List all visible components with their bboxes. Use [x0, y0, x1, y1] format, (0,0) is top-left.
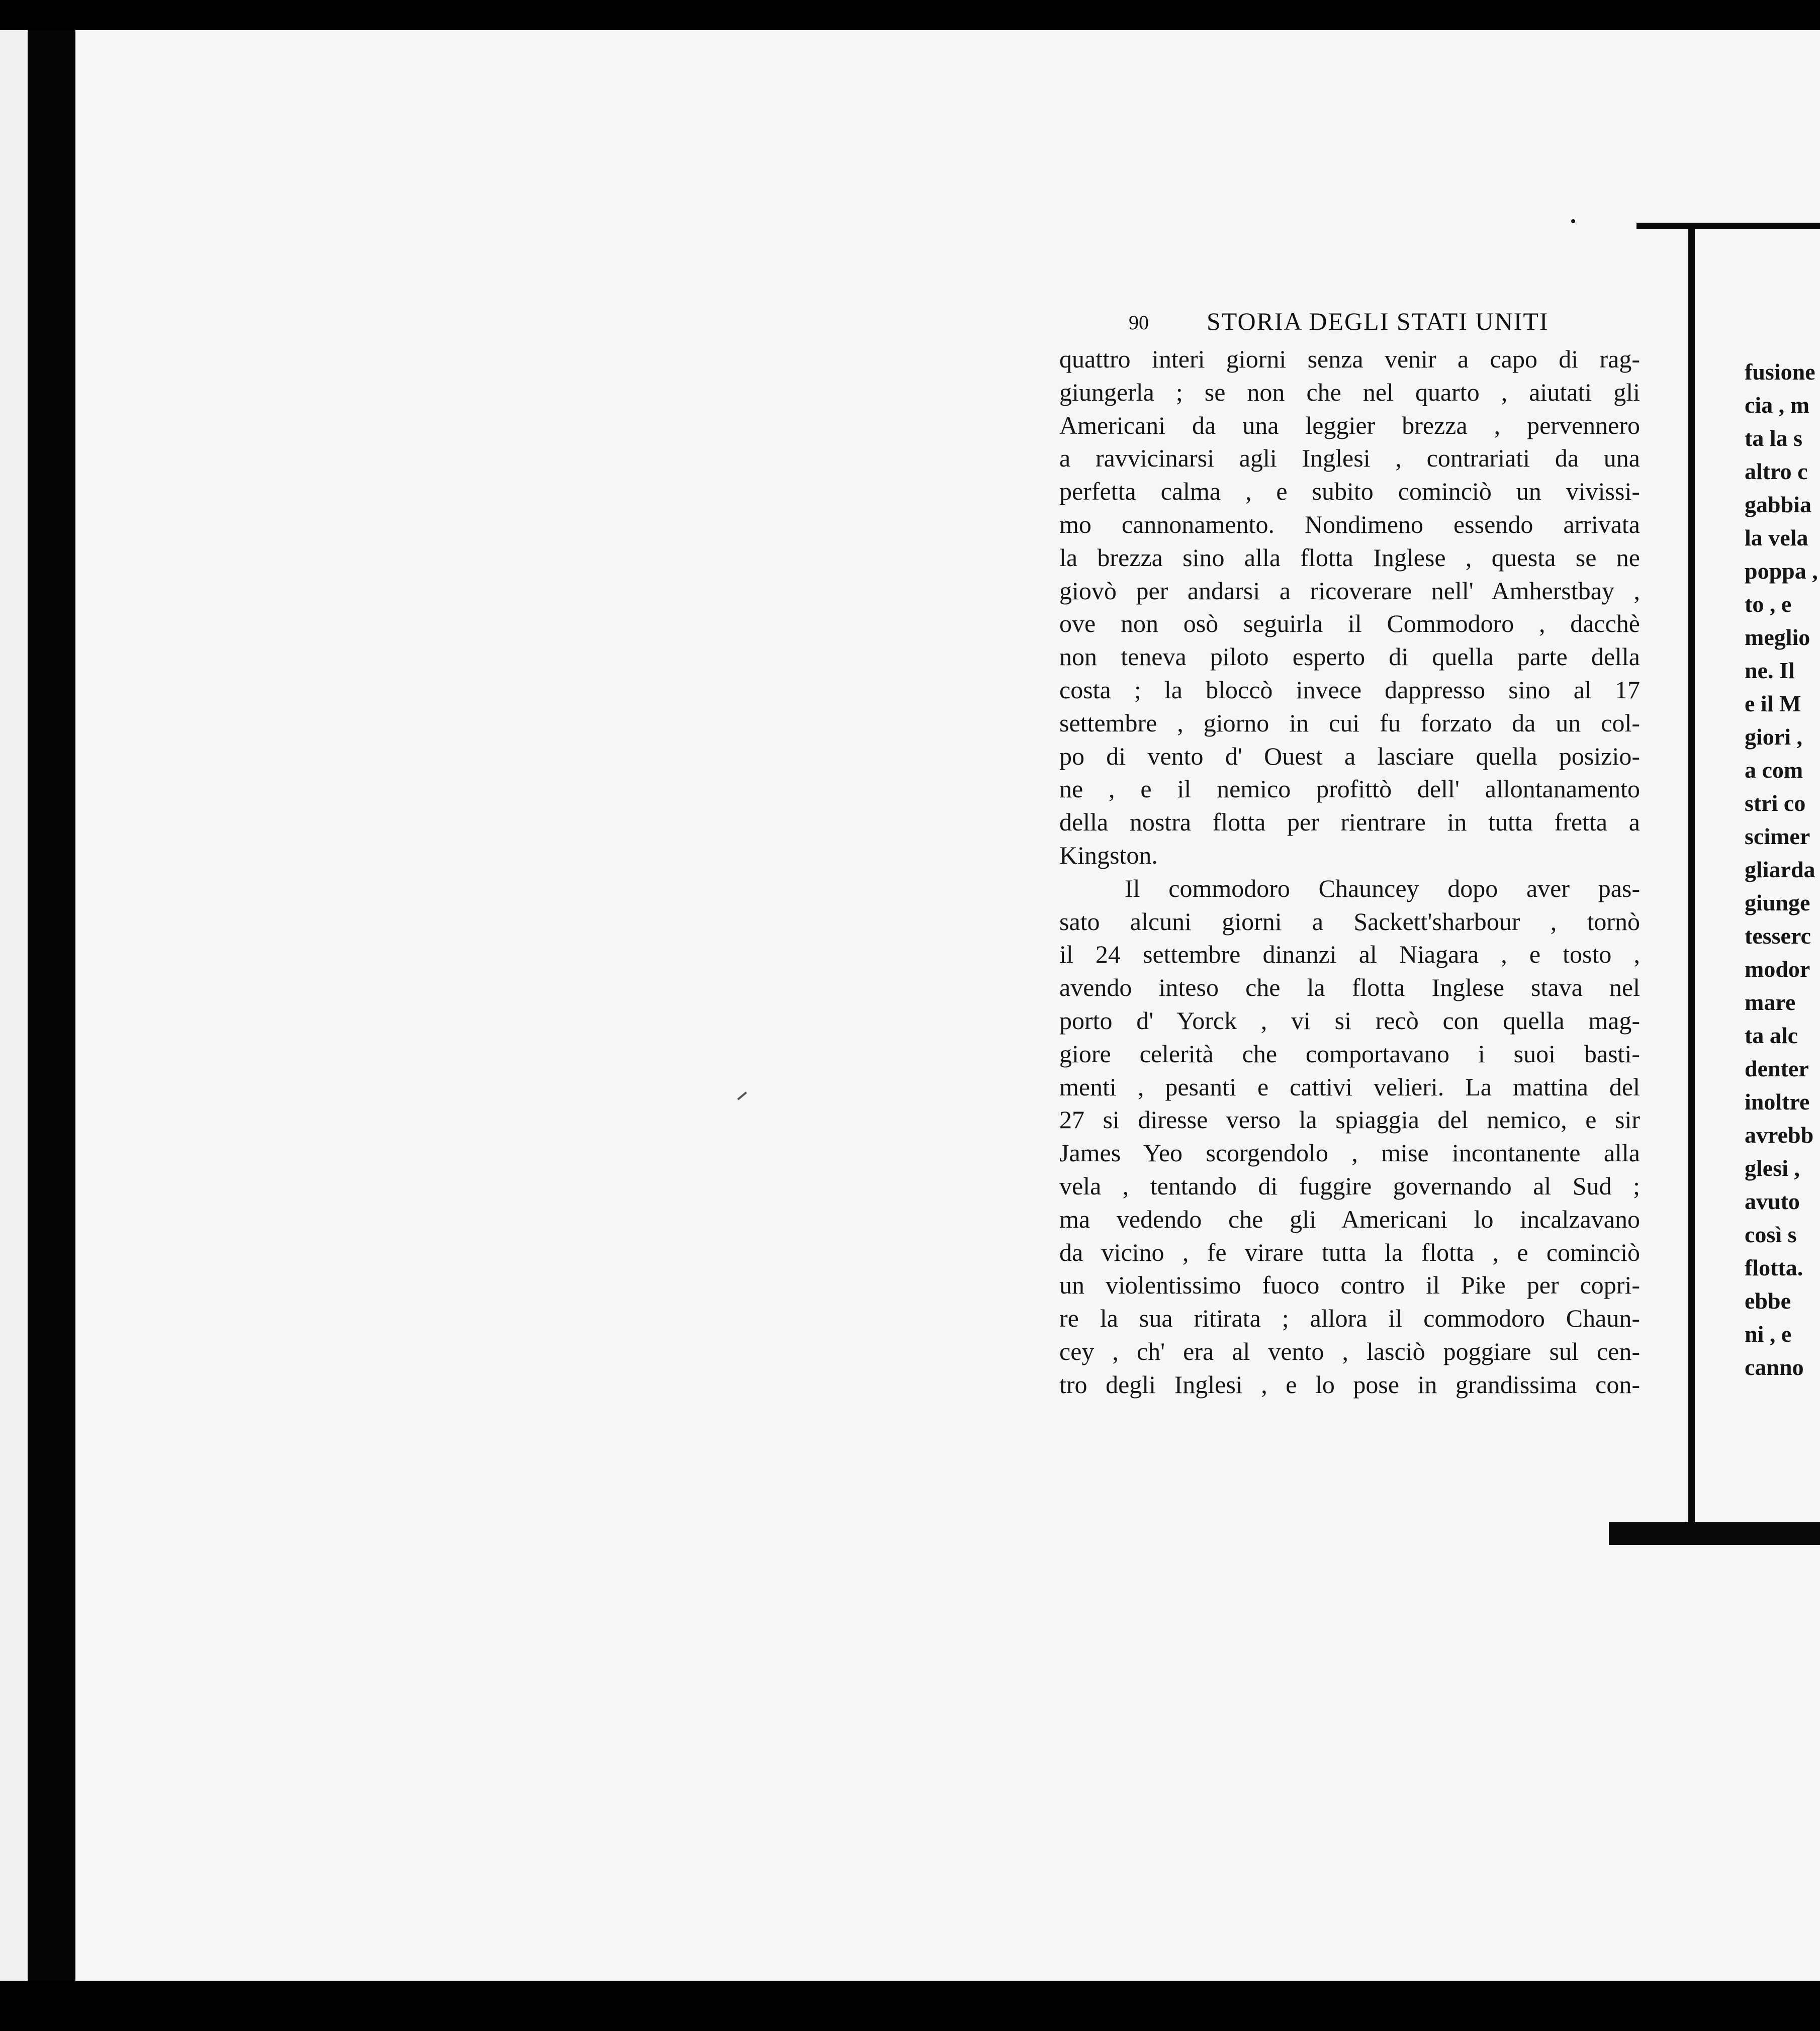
facing-line: gliarda — [1745, 857, 1815, 882]
text-line: sato alcuni giorni a Sackett'sharbour , tornò — [1059, 907, 1640, 936]
previous-page-edge — [0, 30, 28, 1981]
text-line: menti , pesanti e cattivi velieri. La mattina del — [1059, 1072, 1640, 1101]
facing-line: scimer — [1745, 823, 1810, 849]
facing-line: mare — [1745, 989, 1796, 1015]
facing-line: ebbe — [1745, 1288, 1791, 1314]
text-line: Kingston. — [1059, 841, 1158, 869]
facing-line: glesi , — [1745, 1155, 1800, 1181]
facing-line: modor — [1745, 956, 1810, 982]
facing-line: così s — [1745, 1222, 1797, 1247]
text-line: giovò per andarsi a ricoverare nell' Amherstbay , — [1059, 576, 1640, 605]
scan-border-top — [0, 0, 1820, 30]
facing-line: ne. Il — [1745, 658, 1795, 683]
text-line: cey , ch' era al vento , lasciò poggiare sul cen- — [1059, 1337, 1640, 1365]
text-line: ma vedendo che gli Americani lo incalzavano — [1059, 1205, 1640, 1233]
text-line: giungerla ; se non che nel quarto , aiutati gli — [1059, 378, 1640, 406]
facing-line: canno — [1745, 1354, 1804, 1380]
facing-line: giori , — [1745, 724, 1802, 750]
facing-line: ta alc — [1745, 1023, 1798, 1048]
text-line: James Yeo scorgendolo , mise incontanente alla — [1059, 1139, 1640, 1167]
facing-line: e il M — [1745, 691, 1801, 716]
facing-line: cia , m — [1745, 392, 1810, 418]
text-line: quattro interi giorni senza venir a capo di rag- — [1059, 345, 1640, 373]
text-line: ne , e il nemico profittò dell' allontanamento — [1059, 775, 1640, 803]
text-line: po di vento d' Ouest a lasciare quella posizio- — [1059, 742, 1640, 770]
facing-line: ni , e — [1745, 1321, 1792, 1347]
text-line: giore celerità che comportavano i suoi basti- — [1059, 1039, 1640, 1068]
page-header — [1129, 307, 1636, 342]
gutter-top-rule — [1636, 223, 1820, 229]
facing-line: denter — [1745, 1056, 1809, 1081]
facing-page-text — [1745, 355, 1820, 1527]
facing-line: tesserc — [1745, 923, 1811, 949]
text-line: mo cannonamento. Nondimeno essendo arrivata — [1059, 510, 1640, 538]
text-line: avendo inteso che la flotta Inglese stava nel — [1059, 973, 1640, 1002]
text-line: costa ; la bloccò invece dappresso sino al 17 — [1059, 675, 1640, 704]
text-line: perfetta calma , e subito cominciò un vivissi- — [1059, 477, 1640, 506]
text-line: vela , tentando di fuggire governando al Sud ; — [1059, 1171, 1640, 1200]
text-line: da vicino , fe virare tutta la flotta , e cominciò — [1059, 1238, 1640, 1266]
facing-line: avrebb — [1745, 1122, 1814, 1148]
facing-line: inoltre — [1745, 1089, 1810, 1115]
text-line: settembre , giorno in cui fu forzato da un col- — [1059, 708, 1640, 737]
facing-line: fusione — [1745, 359, 1815, 385]
scan-speck — [1571, 219, 1575, 223]
text-line: a ravvicinarsi agli Inglesi , contrariati da una — [1059, 444, 1640, 473]
facing-line: a com — [1745, 757, 1803, 783]
gutter-vertical-rule — [1688, 223, 1695, 1545]
text-line: tro degli Inglesi , e lo pose in grandissima con- — [1059, 1370, 1640, 1399]
running-title: STORIA DEGLI STATI UNITI — [1207, 307, 1549, 335]
text-line: il 24 settembre dinanzi al Niagara , e tosto , — [1059, 940, 1640, 969]
paragraph-start: Il commodoro Chauncey dopo aver pas- — [1125, 874, 1640, 902]
facing-line: la vela — [1745, 525, 1808, 550]
text-line: re la sua ritirata ; allora il commodoro Chaun- — [1059, 1304, 1640, 1333]
text-line: un violentissimo fuoco contro il Pike per copri- — [1059, 1271, 1640, 1300]
facing-line: giunge — [1745, 890, 1810, 915]
text-line: Americani da una leggier brezza , pervennero — [1059, 411, 1640, 439]
scan-border-bottom — [0, 1981, 1820, 2031]
text-line: porto d' Yorck , vi si recò con quella mag- — [1059, 1006, 1640, 1035]
body-text — [1059, 343, 1640, 1402]
text-line: la brezza sino alla flotta Inglese , questa se ne — [1059, 543, 1640, 572]
text-line: non teneva piloto esperto di quella parte della — [1059, 642, 1640, 671]
facing-line: flotta. — [1745, 1255, 1803, 1280]
facing-line: stri co — [1745, 790, 1806, 816]
facing-line: gabbia — [1745, 492, 1811, 517]
facing-line: meglio — [1745, 624, 1810, 650]
facing-line: ta la s — [1745, 425, 1802, 451]
facing-line: avuto — [1745, 1188, 1800, 1214]
facing-line: to , e — [1745, 591, 1792, 617]
facing-line: poppa , — [1745, 558, 1818, 584]
text-line: della nostra flotta per rientrare in tutta fretta a — [1059, 808, 1640, 837]
facing-line: altro c — [1745, 458, 1808, 484]
page-number: 90 — [1129, 311, 1149, 334]
text-line: 27 si diresse verso la spiaggia del nemico, e sir — [1059, 1105, 1640, 1134]
text-line: ove non osò seguirla il Commodoro , dacchè — [1059, 609, 1640, 638]
scan-border-left — [28, 30, 75, 1981]
